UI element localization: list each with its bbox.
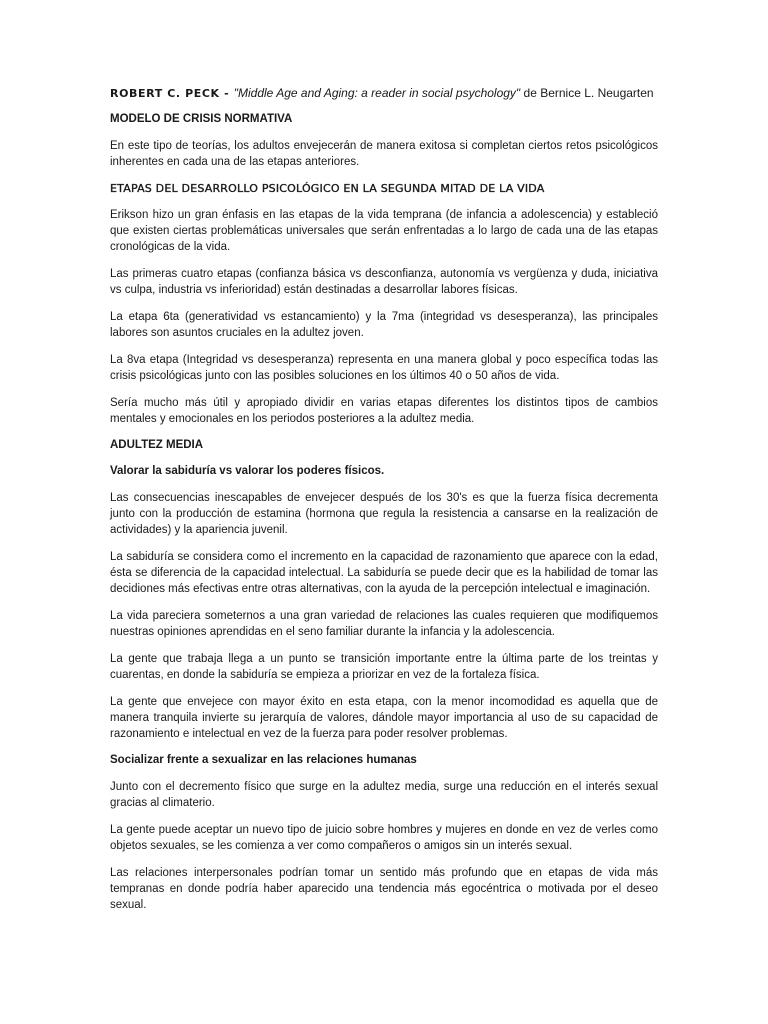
document-header: [110, 86, 658, 101]
paragraph-socializar-3: Las relaciones interpersonales podrían tomar un sentido más profundo que en etapas de vida más tempranas en donde podría haber aparecido una tendencia más egocéntrica o motivada por el deseo sexual.: [110, 867, 658, 911]
paragraph-socializar-1: Junto con el decremento físico que surge en la adultez media, surge una reducción en el interés sexual gracias al climaterio.: [110, 781, 658, 809]
section-title-etapas: ETAPAS DEL DESARROLLO PSICOLÓGICO EN LA SEGUNDA MITAD DE LA VIDA: [110, 182, 545, 195]
reference-editor: de Bernice L. Neugarten: [520, 86, 654, 100]
subsection-title-sabiduria: Valorar la sabiduría vs valorar los poderes físicos.: [110, 465, 385, 477]
paragraph-etapas-4: La 8va etapa (Integridad vs desesperanza) representa en una manera global y poco específica todas las crisis psicológicas junto con las posibles soluciones en los últimos 40 o 50 años de vida.: [110, 354, 658, 382]
paragraph-etapas-2: Las primeras cuatro etapas (confianza básica vs desconfianza, autonomía vs vergüenza y duda, iniciativa vs culpa, industria vs inferioridad) están destinadas a desarrollar labores físicas.: [110, 268, 658, 296]
paragraph-sabiduria-5: La gente que envejece con mayor éxito en esta etapa, con la menor incomodidad es aquella que de manera tranquila invierte su jerarquía de valores, dándole mayor importancia al uso de su capacidad de razonamiento e intelectual en vez de la fuerza para poder resolver problemas.: [110, 696, 658, 740]
subsection-title-socializar: Socializar frente a sexualizar en las relaciones humanas: [110, 754, 417, 766]
document-page: [110, 86, 658, 924]
paragraph-sabiduria-2: La sabiduría se considera como el incremento en la capacidad de razonamiento que aparece con la edad, ésta se diferencia de la capacidad intelectual. La sabiduría se puede decir que es la habilidad de tomar las decidiones más efectivas entre otras alternativas, con la ayuda de la percepción intelectual e imaginación.: [110, 551, 658, 595]
section-title-adultez-media: ADULTEZ MEDIA: [110, 439, 204, 451]
paragraph-etapas-1: Erikson hizo un gran énfasis en las etapas de la vida temprana (de infancia a adolescencia) y estableció que existen ciertas problemáticas universales que serán enfrentadas a lo largo de cada una de las etapas cronológicas de la vida.: [110, 209, 658, 253]
author-name: ROBERT C. PECK -: [110, 87, 234, 100]
paragraph-sabiduria-1: Las consecuencias inescapables de envejecer después de los 30's es que la fuerza física decrementa junto con la producción de estamina (hormona que regula la resistencia a cansarse en la realización de actividades) y la apariencia juvenil.: [110, 492, 658, 536]
paragraph-sabiduria-3: La vida pareciera someternos a una gran variedad de relaciones las cuales requieren que modifiquemos nuestras opiniones aprendidas en el seno familiar durante la infancia y la adolescencia.: [110, 610, 658, 638]
paragraph-sabiduria-4: La gente que trabaja llega a un punto se transición importante entre la última parte de los treintas y cuarentas, en donde la sabiduría se empieza a priorizar en vez de la fortaleza física.: [110, 653, 658, 681]
section-title-modelo: MODELO DE CRISIS NORMATIVA: [110, 113, 293, 125]
paragraph-modelo-1: En este tipo de teorías, los adultos envejecerán de manera exitosa si completan ciertos retos psicológicos inherentes en cada una de las etapas anteriores.: [110, 140, 658, 168]
paragraph-etapas-5: Sería mucho más útil y apropiado dividir en varias etapas diferentes los distintos tipos de cambios mentales y emocionales en los periodos posteriores a la adultez media.: [110, 397, 658, 425]
reference-title: "Middle Age and Aging: a reader in social psychology": [233, 86, 521, 100]
paragraph-socializar-2: La gente puede aceptar un nuevo tipo de juicio sobre hombres y mujeres en donde en vez de verles como objetos sexuales, se les comienza a ver como compañeros o amigos sin un interés sexual.: [110, 824, 658, 852]
paragraph-etapas-3: La etapa 6ta (generatividad vs estancamiento) y la 7ma (integridad vs desesperanza), las principales labores son asuntos cruciales en la adultez joven.: [110, 311, 658, 339]
